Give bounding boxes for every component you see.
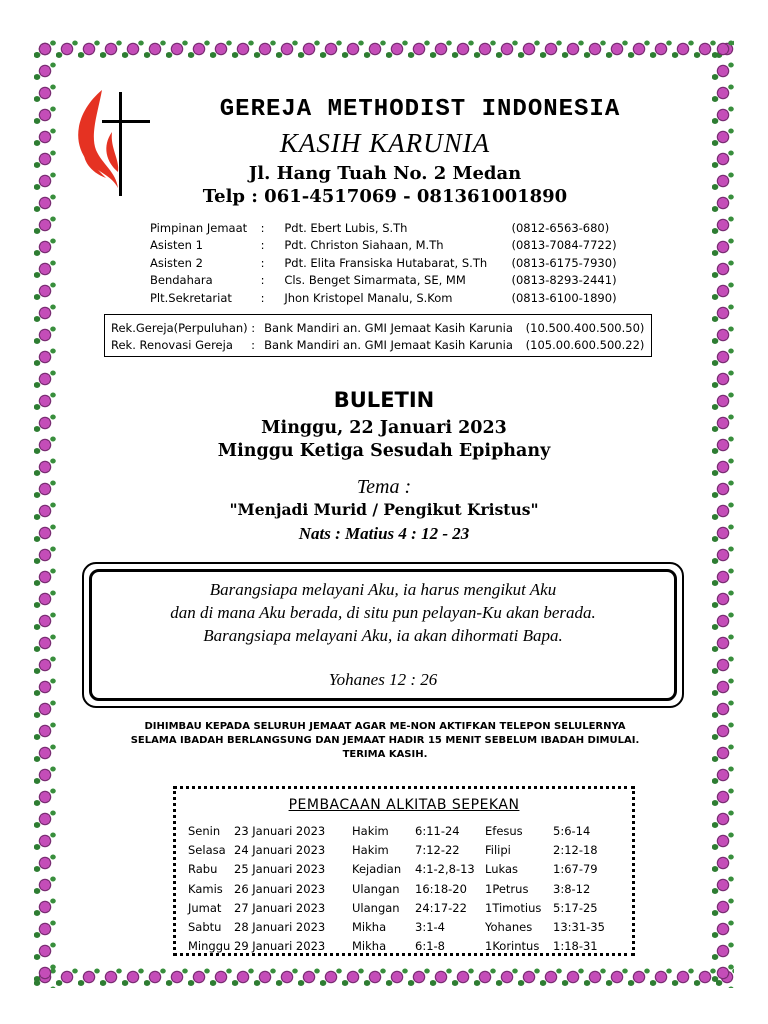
reading-chapter-ot: 6:1-8 [415, 939, 445, 954]
staff-colon: : [260, 220, 265, 235]
reading-date: 23 Januari 2023 [234, 823, 326, 838]
reading-chapter-ot: 16:18-20 [415, 881, 467, 896]
bulletin-date: Minggu, 22 Januari 2023 [261, 418, 507, 438]
notice-line-3: TERIMA KASIH. [342, 749, 428, 760]
verse-line-3: Barangsiapa melayani Aku, ia akan dihormati Bapa. [203, 626, 563, 645]
reading-chapter-ot: 3:1-4 [415, 920, 445, 935]
verse-box [82, 562, 684, 708]
reading-book-nt: Efesus [485, 823, 523, 838]
reading-date: 26 Januari 2023 [234, 881, 326, 896]
reading-chapter-ot: 7:12-22 [415, 842, 460, 857]
staff-colon: : [260, 255, 265, 270]
staff-row [150, 219, 630, 237]
reading-row [188, 840, 613, 859]
reading-day: Minggu [188, 939, 231, 954]
weekly-reading-title: PEMBACAAN ALKITAB SEPEKAN [288, 797, 520, 813]
staff-name: Pdt. Christon Siahaan, M.Th [284, 238, 444, 253]
reading-book-ot: Hakim [352, 823, 389, 838]
reading-day: Senin [188, 823, 221, 838]
weekly-reading-table [188, 821, 613, 956]
reading-chapter-ot: 24:17-22 [415, 900, 467, 915]
church-name: GEREJA METHODIST INDONESIA [219, 96, 621, 123]
staff-row [150, 272, 630, 290]
liturgical-sunday: Minggu Ketiga Sesudah Epiphany [217, 441, 551, 461]
reading-date: 25 Januari 2023 [234, 862, 326, 877]
staff-row [150, 289, 630, 307]
reading-date: 27 Januari 2023 [234, 900, 326, 915]
reading-chapter-nt: 13:31-35 [553, 920, 605, 935]
staff-role: Asisten 2 [150, 255, 203, 270]
weekly-reading-box [173, 786, 635, 956]
staff-name: Pdt. Elita Fransiska Hutabarat, S.Th [284, 255, 488, 270]
bank-account-row [111, 336, 645, 353]
reading-book-ot: Ulangan [352, 881, 400, 896]
reading-row [188, 821, 613, 840]
reading-chapter-ot: 4:1-2,8-13 [415, 862, 475, 877]
reading-day: Sabtu [188, 920, 222, 935]
reading-day: Selasa [188, 842, 226, 857]
bank-account-info: Bank Mandiri an. GMI Jemaat Kasih Karunia [264, 320, 513, 335]
bank-account-number: (10.500.400.500.50) [525, 320, 645, 335]
staff-name: Cls. Benget Simarmata, SE, MM [284, 273, 466, 288]
bulletin-title: BULETIN [333, 388, 435, 412]
reading-day: Jumat [188, 900, 222, 915]
reading-day: Rabu [188, 862, 218, 877]
notice-line-1: DIHIMBAU KEPADA SELURUH JEMAAT AGAR ME-NON AKTIFKAN TELEPON SELULERNYA [144, 721, 626, 732]
verse-line-2: dan di mana Aku berada, di situ pun pelayan-Ku akan berada. [170, 603, 596, 622]
reading-row [188, 898, 613, 917]
staff-role: Asisten 1 [150, 238, 203, 253]
staff-row [150, 237, 630, 255]
church-phone: Telp : 061-4517069 - 081361001890 [202, 186, 568, 207]
staff-role: Pimpinan Jemaat [150, 220, 248, 235]
staff-list [150, 219, 630, 307]
bank-account-label: Rek. Renovasi Gereja : [111, 337, 256, 352]
staff-name: Jhon Kristopel Manalu, S.Kom [284, 290, 453, 305]
staff-phone: (0813-7084-7722) [511, 238, 617, 253]
staff-row [150, 254, 630, 272]
bank-account-row [111, 319, 645, 336]
reading-book-nt: Yohanes [485, 920, 533, 935]
reading-book-ot: Ulangan [352, 900, 400, 915]
staff-colon: : [260, 290, 265, 305]
reading-chapter-nt: 2:12-18 [553, 842, 598, 857]
staff-colon: : [260, 273, 265, 288]
reading-book-ot: Hakim [352, 842, 389, 857]
staff-phone: (0813-8293-2441) [511, 273, 617, 288]
floral-border-bottom [34, 966, 734, 988]
staff-phone: (0813-6175-7930) [511, 255, 617, 270]
staff-phone: (0813-6100-1890) [511, 290, 617, 305]
reading-chapter-nt: 1:67-79 [553, 862, 598, 877]
reading-row [188, 937, 613, 956]
church-address: Jl. Hang Tuah No. 2 Medan [248, 163, 522, 184]
reading-book-nt: Lukas [485, 862, 518, 877]
reading-chapter-nt: 5:17-25 [553, 900, 598, 915]
reading-book-nt: 1Korintus [485, 939, 540, 954]
reading-row [188, 879, 613, 898]
staff-role: Bendahara [150, 273, 213, 288]
reading-date: 24 Januari 2023 [234, 842, 326, 857]
reading-book-ot: Kejadian [352, 862, 402, 877]
notice-text [100, 720, 670, 762]
theme-label: Tema : [356, 476, 412, 498]
reading-book-ot: Mikha [352, 920, 387, 935]
reading-chapter-nt: 5:6-14 [553, 823, 591, 838]
verse-text [84, 578, 682, 647]
cross-and-flame-logo [72, 80, 156, 198]
reading-day: Kamis [188, 881, 223, 896]
reading-date: 28 Januari 2023 [234, 920, 326, 935]
staff-colon: : [260, 238, 265, 253]
staff-name: Pdt. Ebert Lubis, S.Th [284, 220, 408, 235]
staff-role: Plt.Sekretariat [150, 290, 232, 305]
theme-text: "Menjadi Murid / Pengikut Kristus" [229, 500, 539, 519]
reading-chapter-ot: 6:11-24 [415, 823, 460, 838]
reading-chapter-nt: 3:8-12 [553, 881, 591, 896]
reading-chapter-nt: 1:18-31 [553, 939, 598, 954]
congregation-name: KASIH KARUNIA [279, 128, 491, 158]
verse-line-1: Barangsiapa melayani Aku, ia harus mengikut Aku [209, 580, 557, 599]
reading-row [188, 917, 613, 936]
reading-book-nt: 1Timotius [485, 900, 542, 915]
reading-book-nt: Filipi [485, 842, 511, 857]
bank-account-label: Rek.Gereja(Perpuluhan) : [111, 320, 256, 335]
reading-book-nt: 1Petrus [485, 881, 529, 896]
reading-row [188, 860, 613, 879]
bank-accounts-box [104, 314, 652, 357]
notice-line-2: SELAMA IBADAH BERLANGSUNG DAN JEMAAT HADIR 15 MENIT SEBELUM IBADAH DIMULAI. [130, 735, 640, 746]
floral-border-top [34, 38, 734, 60]
bank-account-info: Bank Mandiri an. GMI Jemaat Kasih Karunia [264, 337, 513, 352]
bank-account-number: (105.00.600.500.22) [525, 337, 645, 352]
staff-phone: (0812-6563-680) [511, 220, 610, 235]
reading-date: 29 Januari 2023 [234, 939, 326, 954]
reading-book-ot: Mikha [352, 939, 387, 954]
nats-reference: Nats : Matius 4 : 12 - 23 [298, 524, 470, 543]
verse-reference: Yohanes 12 : 26 [328, 670, 438, 689]
